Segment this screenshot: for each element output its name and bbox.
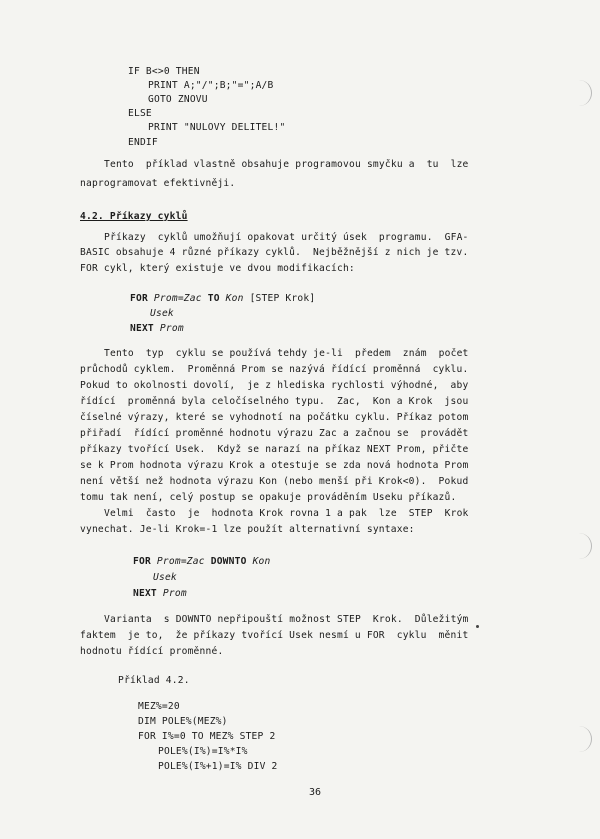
code-line: PRINT "NULOVY DELITEL!" [148, 122, 286, 133]
paragraph-line: příkazy tvořící Usek. Když se narazí na příkaz NEXT Prom, přičte [80, 444, 469, 455]
next-keyword: NEXT [130, 323, 154, 334]
paragraph-line: Varianta s DOWNTO nepřipouští možnost STEP Krok. Důležitým [104, 614, 469, 625]
syntax-body: Usek [150, 308, 174, 319]
downto-expression: Kon [252, 556, 271, 567]
paragraph-line: Pokud to okolnosti dovolí, je z hlediska rychlosti výhodné, aby [80, 380, 469, 391]
paragraph-line: řídící proměnná byla celočíselného typu. Zac, Kon a Krok jsou [80, 396, 469, 407]
syntax-next-line [133, 588, 187, 600]
paragraph-line: Tento příklad vlastně obsahuje programovou smyčku a tu lze [104, 159, 469, 170]
paragraph-line: není větší než hodnota výrazu Kon (nebo menší při Krok<0). Pokud [80, 476, 469, 487]
for-keyword: FOR [133, 556, 151, 567]
paragraph-line: přiřadí řídící proměnné hodnotu výrazu Zac a začnou se provádět [80, 428, 469, 439]
next-variable: Prom [162, 588, 187, 599]
binding-mark [579, 80, 592, 106]
syntax-next-line [130, 323, 184, 335]
for-expression: Prom=Zac [153, 293, 202, 304]
code-line: IF B<>0 THEN [128, 66, 200, 77]
code-line: FOR I%=0 TO MEZ% STEP 2 [138, 731, 276, 742]
paragraph-line: faktem je to, že příkazy tvořící Usek nesmí u FOR cyklu měnit [80, 630, 469, 641]
binding-mark [579, 533, 592, 559]
for-expression: Prom=Zac [156, 556, 205, 567]
step-part: [STEP Krok] [249, 293, 316, 304]
code-line: POLE%(I%)=I%*I% [158, 746, 248, 757]
code-line: DIM POLE%(MEZ%) [138, 716, 228, 727]
paragraph-line: Velmi často je hodnota Krok rovna 1 a pak lze STEP Krok [104, 508, 469, 519]
paragraph-line: se k Prom hodnota výrazu Krok a otestuje se zda nová hodnota Prom [80, 460, 469, 471]
paragraph-line: vynechat. Je-li Krok=-1 lze použít alternativní syntaxe: [80, 524, 415, 535]
paragraph-line: BASIC obsahuje 4 různé příkazy cyklů. Nejběžnější z nich je tzv. [80, 247, 469, 258]
syntax-for-line [130, 293, 315, 305]
paragraph-line: hodnotu řídící proměnné. [80, 646, 224, 657]
paragraph-line: naprogramovat efektivněji. [80, 178, 236, 189]
paragraph-line: číselné výrazy, které se vyhodnotí na počátku cyklu. Příkaz potom [80, 412, 469, 423]
next-keyword: NEXT [133, 588, 157, 599]
page-number: 36 [309, 787, 322, 798]
speck [476, 625, 479, 628]
paragraph-line: Příkazy cyklů umožňují opakovat určitý úsek programu. GFA- [104, 232, 469, 243]
paragraph-line: Tento typ cyklu se používá tehdy je-li předem znám počet [104, 348, 469, 359]
paragraph-line: FOR cykl, který existuje ve dvou modifikacích: [80, 263, 355, 274]
to-keyword: TO [207, 293, 220, 304]
code-line: GOTO ZNOVU [148, 94, 208, 105]
example-title: Příklad 4.2. [118, 675, 190, 686]
syntax-for-line [133, 556, 271, 568]
next-variable: Prom [159, 323, 184, 334]
for-keyword: FOR [130, 293, 148, 304]
code-line: POLE%(I%+1)=I% DIV 2 [158, 761, 278, 772]
binding-mark [579, 726, 592, 752]
paragraph-line: průchodů cyklem. Proměnná Prom se nazývá řídící proměnná cyklu. [80, 364, 469, 375]
code-line: MEZ%=20 [138, 701, 180, 712]
downto-keyword: DOWNTO [210, 556, 247, 567]
to-expression: Kon [225, 293, 244, 304]
syntax-body: Usek [153, 572, 177, 583]
code-line: PRINT A;"/";B;"=";A/B [148, 80, 274, 91]
section-heading: 4.2. Příkazy cyklů [80, 211, 188, 222]
code-line: ENDIF [128, 137, 158, 148]
paragraph-line: tomu tak není, celý postup se opakuje prováděním Useku příkazů. [80, 492, 457, 503]
code-line: ELSE [128, 108, 152, 119]
